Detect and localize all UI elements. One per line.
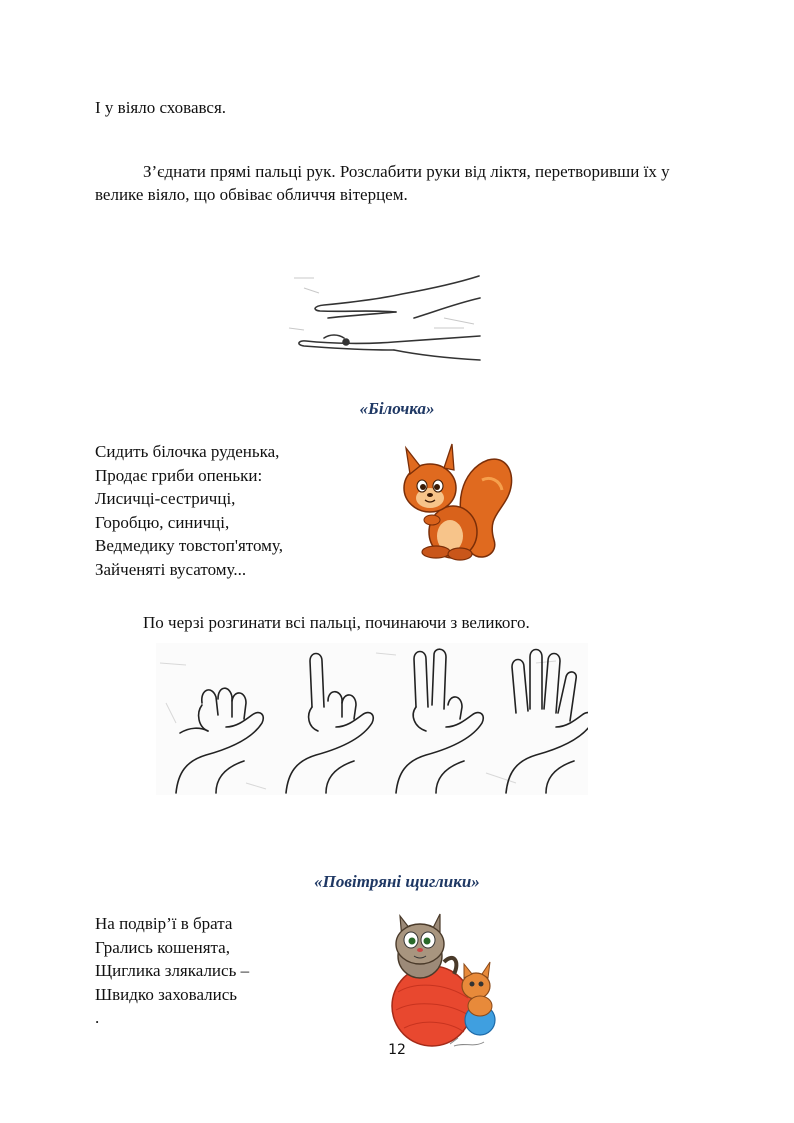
poem-line: Швидко заховались <box>95 984 238 1004</box>
poem-line: На подвір’ї в брата <box>95 914 233 933</box>
poem-line: Грались кошенята, <box>95 937 230 957</box>
fan-hands-illustration <box>284 268 484 368</box>
poem-line: Зайченяті вусатому... <box>95 559 247 579</box>
kittens-poem <box>95 912 249 1030</box>
squirrel-illustration <box>398 440 518 565</box>
kittens-yarn-illustration <box>384 902 508 1052</box>
poem-line: Ведмедику товстоп'ятому, <box>95 536 283 555</box>
poem-line: Сидить білочка руденька, <box>95 442 280 461</box>
intro-line: І у віяло сховався. <box>95 98 227 117</box>
poem-line: Щиглика злякались – <box>95 961 250 980</box>
poem-line: . <box>95 1008 100 1027</box>
squirrel-poem <box>95 440 283 581</box>
poem-line: Продає гриби опеньки: <box>95 465 263 485</box>
page-number: 12 <box>388 1042 406 1058</box>
finger-hands-illustration <box>156 643 588 795</box>
poem-line: Горобцю, синичці, <box>95 512 230 532</box>
section-title-squirrel: «Білочка» <box>359 399 435 418</box>
fan-instruction: З’єднати прямі пальці рук. Розслабити руки від ліктя, перетворивши їх у велике віяло, що обвіває обличчя вітерцем. <box>95 162 670 204</box>
section-title-air-flicks: «Повітряні щиглики» <box>314 872 480 891</box>
finger-instruction: По черзі розгинати всі пальці, починаючи з великого. <box>143 613 530 632</box>
poem-line: Лисичці-сестричці, <box>95 489 236 508</box>
